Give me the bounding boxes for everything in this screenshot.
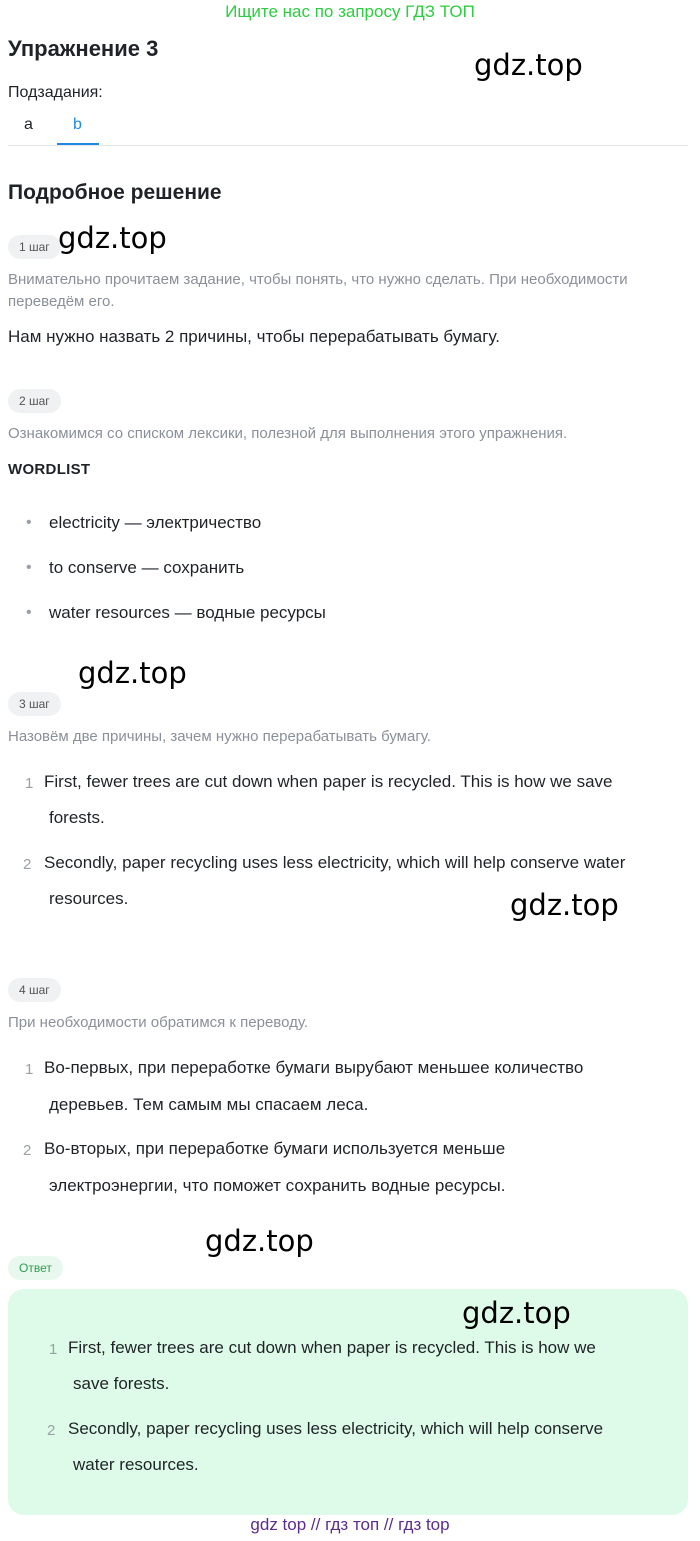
list-number: 2 [23,1142,32,1159]
wordlist-item: electricity — электричество [49,513,262,532]
footer-links[interactable]: gdz top // гдз топ // гдз top [250,1515,450,1534]
list-number: 1 [25,1061,34,1078]
wordlist-item: to conserve — сохранить [49,558,245,577]
watermark: gdz.top [474,48,583,82]
list-number: 1 [25,775,34,792]
watermark: gdz.top [78,656,187,690]
active-tab-indicator [57,143,99,145]
step-description: Назовём две причины, зачем нужно перерабатывать бумагу. [8,728,431,745]
answer-item-line: First, fewer trees are cut down when paper is recycled. This is how we [68,1338,596,1357]
subtasks-label: Подзадания: [8,84,103,101]
list-item-line: forests. [49,808,105,827]
list-item-line: Во-первых, при переработке бумаги вырубают меньшее количество [44,1058,584,1077]
exercise-title: Упражнение 3 [8,36,159,61]
step-badge: 2 шаг [8,389,61,413]
divider [8,145,688,146]
step-description: Внимательно прочитаем задание, чтобы понять, что нужно сделать. При необходимости переведём его. [8,271,628,310]
solution-title: Подробное решение [8,181,222,204]
subtask-tab-a[interactable]: a [24,116,33,133]
subtask-tab-b[interactable]: b [73,116,82,133]
answer-badge: Ответ [8,1256,63,1280]
list-item-line: First, fewer trees are cut down when paper is recycled. This is how we save [44,772,613,791]
wordlist-item: water resources — водные ресурсы [49,603,326,622]
answer-item-line: water resources. [73,1455,199,1474]
list-number: 2 [47,1422,56,1439]
step-description: При необходимости обратимся к переводу. [8,1014,309,1031]
watermark: gdz.top [58,221,167,255]
watermark: gdz.top [462,1296,571,1330]
list-number: 1 [49,1341,58,1358]
step-description: Ознакомимся со списком лексики, полезной для выполнения этого упражнения. [8,425,568,442]
step-badge: 3 шаг [8,692,61,716]
list-item-line: resources. [49,889,129,908]
bullet-icon: • [26,604,32,621]
list-number: 2 [23,856,32,873]
bullet-icon: • [26,559,32,576]
bullet-icon: • [26,514,32,531]
watermark: gdz.top [510,888,619,922]
answer-item-line: Secondly, paper recycling uses less electricity, which will help conserve [68,1419,604,1438]
step-text: Нам нужно назвать 2 причины, чтобы перерабатывать бумагу. [8,327,500,346]
list-item-line: электроэнергии, что поможет сохранить водные ресурсы. [49,1176,506,1195]
answer-item-line: save forests. [73,1374,170,1393]
list-item-line: Secondly, paper recycling uses less electricity, which will help conserve water [44,853,626,872]
list-item-line: деревьев. Тем самым мы спасаем леса. [49,1095,369,1114]
step-badge: 4 шаг [8,978,61,1002]
watermark: gdz.top [205,1224,314,1258]
step-badge: 1 шаг [8,235,61,259]
wordlist-title: WORDLIST [8,461,91,478]
list-item-line: Во-вторых, при переработке бумаги используется меньше [44,1139,506,1158]
search-hint-banner: Ищите нас по запросу ГДЗ ТОП [225,2,475,21]
